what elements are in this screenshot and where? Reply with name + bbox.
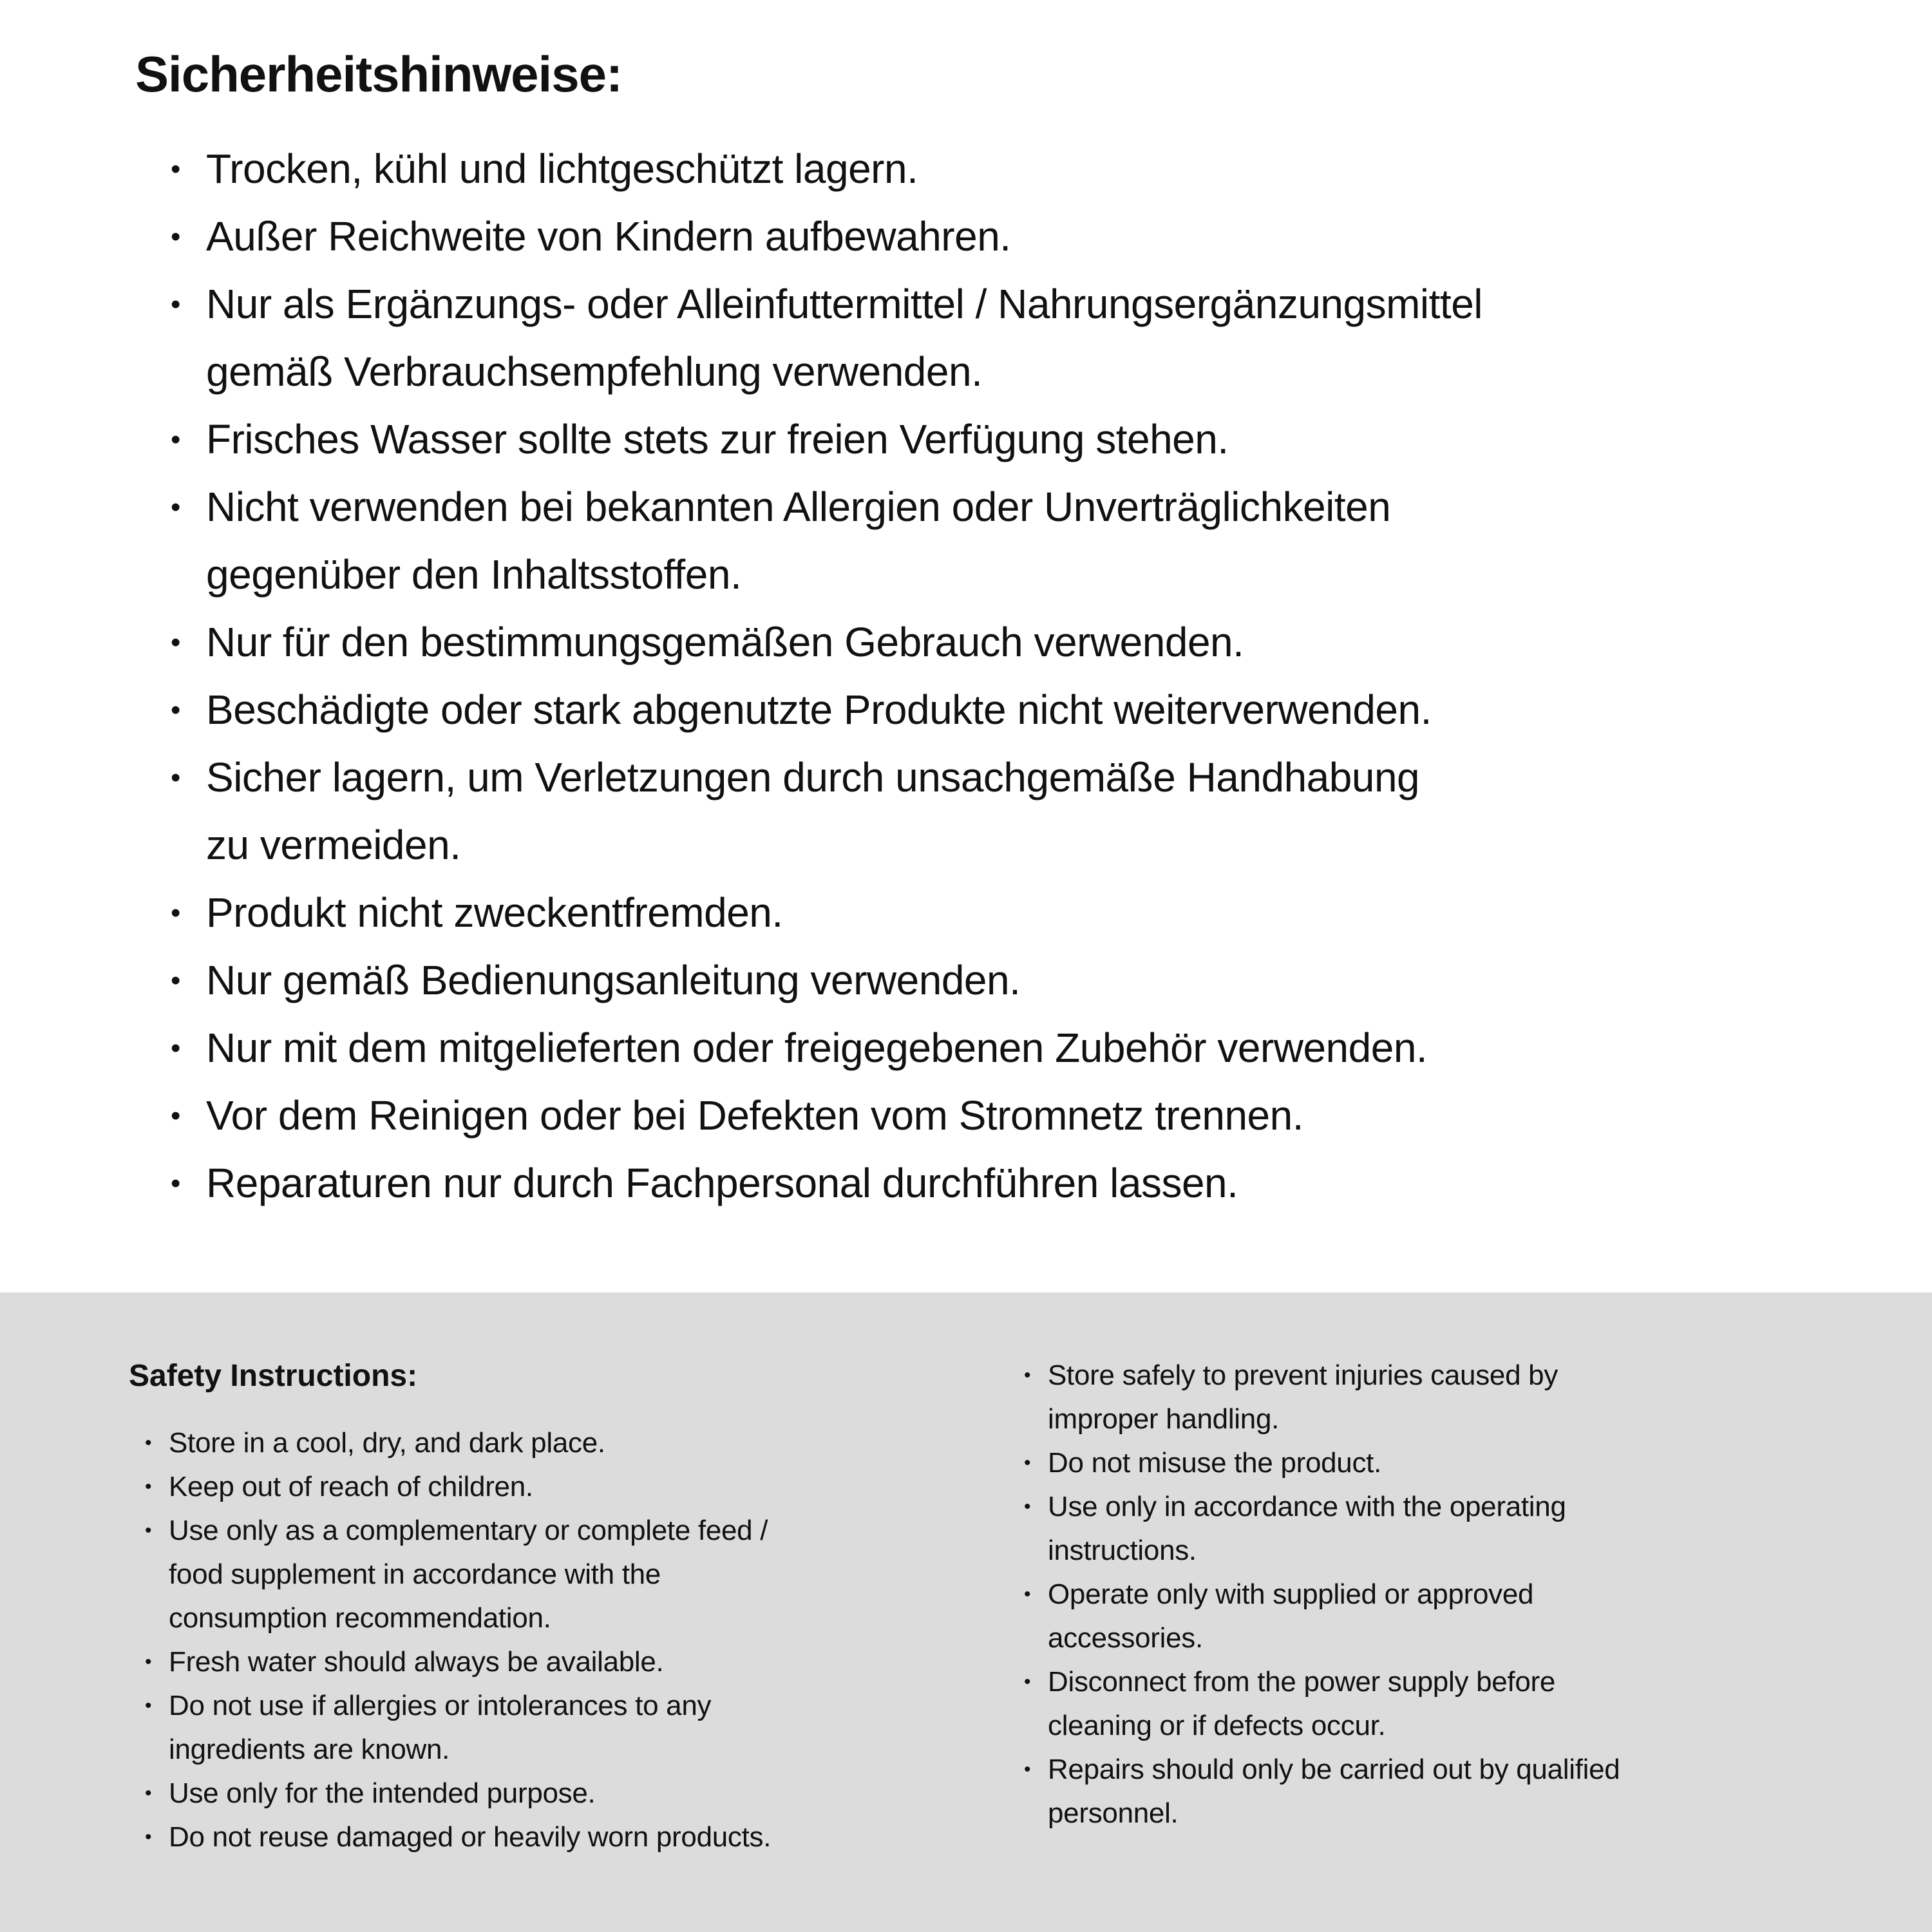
list-item-text: Operate only with supplied or approved accessories. — [1048, 1578, 1534, 1654]
list-item — [145, 1640, 1024, 1684]
list-item — [171, 1082, 1835, 1150]
list-item-text: Vor dem Reinigen oder bei Defekten vom Stromnetz trennen. — [206, 1092, 1303, 1139]
bullet-marker: • — [171, 965, 180, 996]
list-item-text: Nur gemäß Bedienungsanleitung verwenden. — [206, 957, 1021, 1003]
bullet-marker: • — [171, 1168, 180, 1199]
german-bullet-list — [135, 135, 1835, 1217]
list-item — [145, 1684, 1024, 1772]
list-item — [1024, 1485, 1861, 1573]
list-item-text: Beschädigte oder stark abgenutzte Produkte nicht weiterverwenden. — [206, 687, 1432, 733]
list-item-text: Store safely to prevent injuries caused by improper handling. — [1048, 1359, 1558, 1435]
list-item — [171, 947, 1835, 1014]
list-item — [171, 203, 1835, 270]
bullet-marker: • — [171, 694, 180, 726]
bullet-marker: • — [171, 424, 180, 455]
bullet-marker: • — [145, 1476, 152, 1497]
list-item — [171, 744, 1835, 879]
list-item-text: Do not reuse damaged or heavily worn products. — [169, 1821, 772, 1853]
english-title: Safety Instructions: — [129, 1359, 418, 1393]
list-item — [145, 1815, 1024, 1859]
list-item-text: Frisches Wasser sollte stets zur freien Verfügung stehen. — [206, 416, 1229, 462]
english-left-column — [129, 1354, 1024, 1859]
list-item-text: Use only as a complementary or complete feed / food supplement in accordance with the consumption recommendation. — [169, 1515, 768, 1634]
list-item-text: Reparaturen nur durch Fachpersonal durchführen lassen. — [206, 1160, 1238, 1206]
list-item — [171, 473, 1835, 609]
english-bullet-list-left — [129, 1421, 1024, 1859]
list-item-text: Keep out of reach of children. — [169, 1471, 533, 1502]
bullet-marker: • — [171, 491, 180, 523]
bullet-marker: • — [1024, 1584, 1031, 1605]
list-item-text: Nur mit dem mitgelieferten oder freigegebenen Zubehör verwenden. — [206, 1025, 1428, 1071]
list-item — [171, 135, 1835, 203]
bullet-marker: • — [145, 1520, 152, 1541]
list-item — [171, 879, 1835, 947]
list-item-text: Disconnect from the power supply before cleaning or if defects occur. — [1048, 1666, 1556, 1741]
list-item — [171, 270, 1835, 406]
list-item — [171, 609, 1835, 676]
list-item-text: Do not use if allergies or intolerances to any ingredients are known. — [169, 1690, 712, 1765]
bullet-marker: • — [171, 221, 180, 252]
bullet-marker: • — [145, 1826, 152, 1848]
list-item-text: Use only for the intended purpose. — [169, 1777, 596, 1809]
bullet-marker: • — [171, 897, 180, 929]
english-right-column — [1024, 1354, 1861, 1835]
list-item-text: Trocken, kühl und lichtgeschützt lagern. — [206, 146, 918, 192]
bullet-marker: • — [1024, 1671, 1031, 1692]
bullet-marker: • — [145, 1783, 152, 1804]
english-section — [0, 1293, 1932, 1932]
list-item — [145, 1509, 1024, 1640]
list-item — [1024, 1748, 1861, 1835]
bullet-marker: • — [145, 1695, 152, 1716]
list-item-text: Do not misuse the product. — [1048, 1447, 1382, 1479]
bullet-marker: • — [1024, 1496, 1031, 1517]
list-item — [145, 1421, 1024, 1465]
list-item-text: Nur als Ergänzungs- oder Alleinfuttermittel / Nahrungsergänzungsmittel gemäß Verbrauchsempfehlung verwenden. — [206, 281, 1482, 395]
list-item-text: Außer Reichweite von Kindern aufbewahren. — [206, 213, 1011, 260]
list-item — [1024, 1660, 1861, 1748]
list-item-text: Fresh water should always be available. — [169, 1646, 664, 1678]
bullet-marker: • — [145, 1651, 152, 1672]
bullet-marker: • — [171, 1032, 180, 1064]
list-item-text: Produkt nicht zweckentfremden. — [206, 889, 783, 936]
english-bullet-list-right — [1024, 1354, 1861, 1835]
list-item-text: Sicher lagern, um Verletzungen durch unsachgemäße Handhabung zu vermeiden. — [206, 754, 1420, 868]
list-item — [1024, 1354, 1861, 1441]
list-item — [1024, 1573, 1861, 1660]
bullet-marker: • — [145, 1432, 152, 1454]
list-item — [145, 1772, 1024, 1815]
list-item — [171, 406, 1835, 473]
bullet-marker: • — [1024, 1452, 1031, 1473]
bullet-marker: • — [1024, 1759, 1031, 1780]
list-item — [171, 1150, 1835, 1217]
bullet-marker: • — [171, 289, 180, 320]
bullet-marker: • — [171, 1100, 180, 1132]
list-item — [171, 676, 1835, 744]
bullet-marker: • — [171, 762, 180, 793]
list-item-text: Nur für den bestimmungsgemäßen Gebrauch verwenden. — [206, 619, 1244, 665]
list-item — [171, 1014, 1835, 1082]
list-item-text: Nicht verwenden bei bekannten Allergien oder Unverträglichkeiten gegenüber den Inhaltsstoffen. — [206, 484, 1391, 598]
list-item — [1024, 1441, 1861, 1485]
list-item-text: Repairs should only be carried out by qualified personnel. — [1048, 1754, 1620, 1829]
english-two-column-layout — [129, 1354, 1861, 1859]
german-title: Sicherheitshinweise: — [135, 46, 622, 102]
bullet-marker: • — [171, 153, 180, 185]
list-item-text: Use only in accordance with the operating instructions. — [1048, 1491, 1566, 1566]
list-item-text: Store in a cool, dry, and dark place. — [169, 1427, 605, 1459]
list-item — [145, 1465, 1024, 1509]
bullet-marker: • — [1024, 1365, 1031, 1386]
bullet-marker: • — [171, 627, 180, 658]
